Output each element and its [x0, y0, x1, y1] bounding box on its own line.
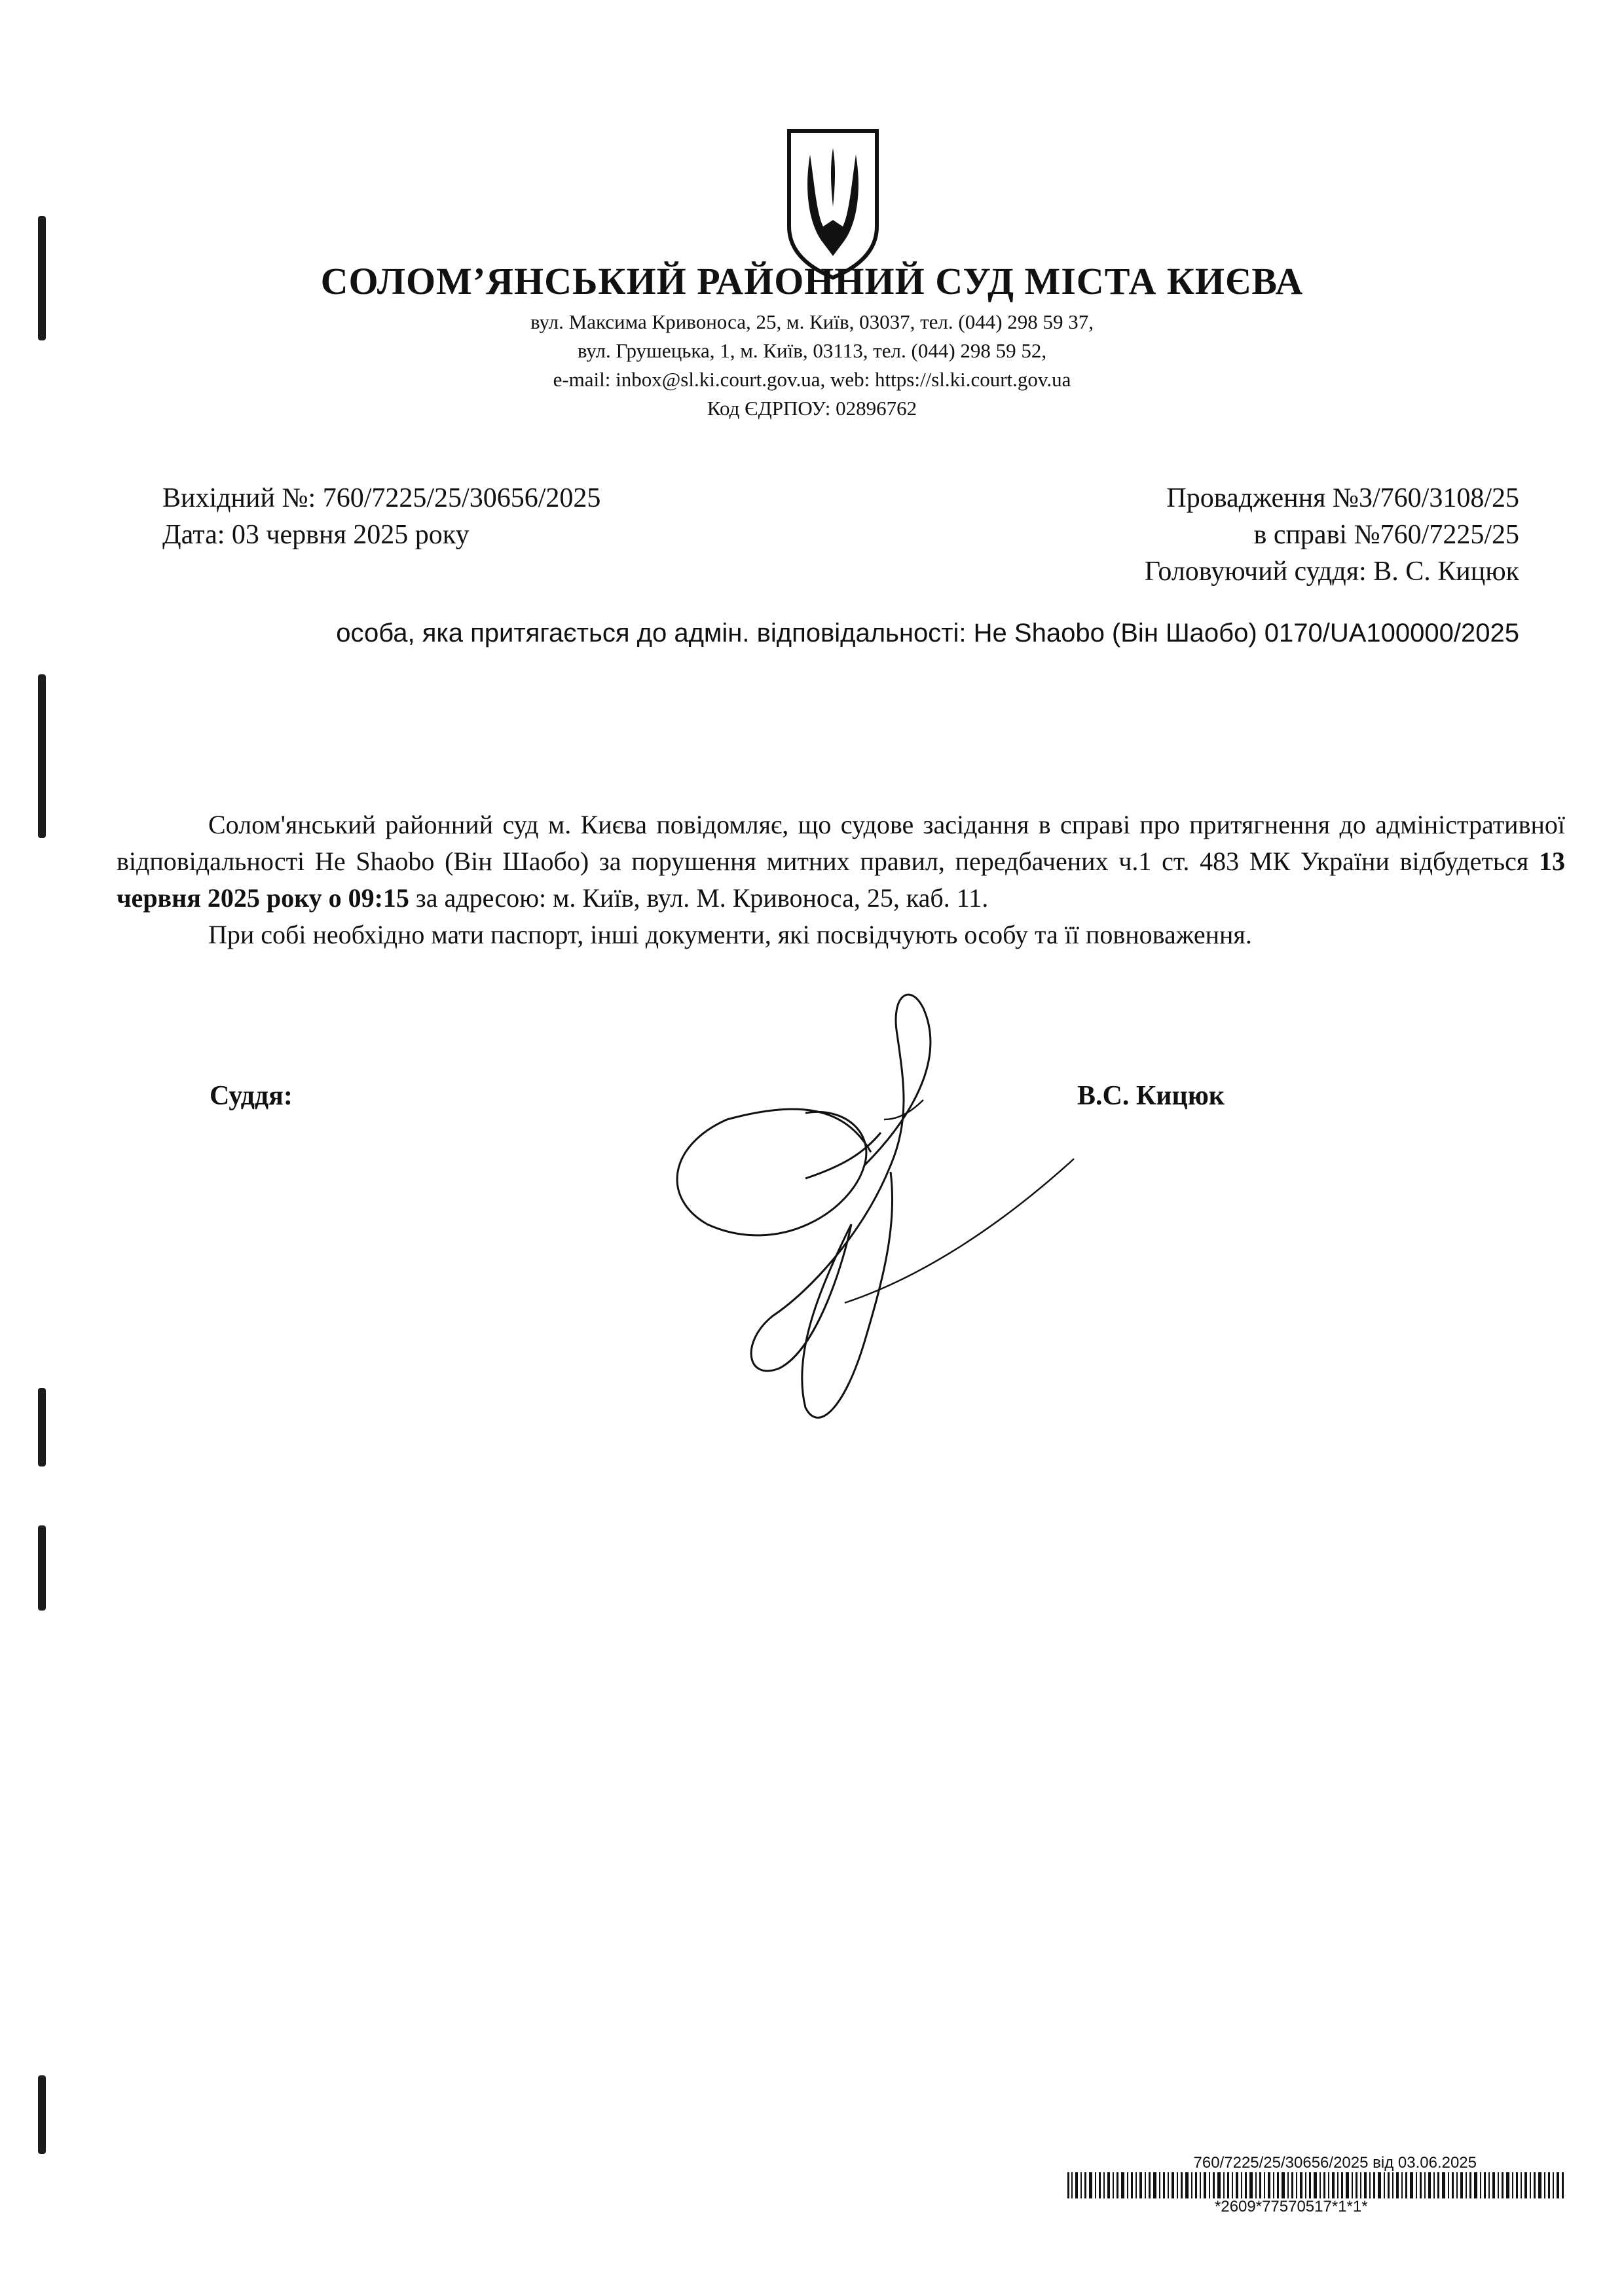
document-date: Дата: 03 червня 2025 року — [162, 520, 470, 550]
barcode — [1067, 2172, 1565, 2198]
judge-name: В.С. Кицюк — [1077, 1081, 1225, 1111]
notice-paragraph-1 — [117, 807, 1565, 917]
outgoing-number: Вихідний №: 760/7225/25/30656/2025 — [162, 483, 601, 513]
scan-edge-mark — [38, 1525, 46, 1611]
scan-edge-mark — [38, 674, 46, 838]
case-number: в справі №760/7225/25 — [1253, 520, 1519, 550]
court-name: СОЛОМ’ЯНСЬКИЙ РАЙОННИЙ СУД МІСТА КИЄВА — [320, 260, 1304, 302]
barcode-number: *2609*77570517*1*1* — [1215, 2198, 1368, 2215]
proceeding-number: Провадження №3/760/3108/25 — [1166, 483, 1519, 513]
contact-line: e-mail: inbox@sl.ki.court.gov.ua, web: https://sl.ki.court.gov.ua — [553, 368, 1071, 391]
coat-of-arms-emblem — [784, 128, 882, 280]
hearing-datetime: 13 червня 2025 року о 09:15 — [117, 847, 1565, 913]
address-line-2: вул. Грушецька, 1, м. Київ, 03113, тел. (044) 298 59 52, — [577, 339, 1047, 362]
notice-paragraph-2: При собі необхідно мати паспорт, інші документи, які посвідчують особу та її повноваження. — [208, 920, 1252, 949]
person-line: особа, яка притягається до адмін. відповідальності: He Shaobo (Він Шаобо) 0170/UA100000/2025 — [336, 619, 1519, 647]
notice-body — [117, 807, 1565, 953]
address-line-1: вул. Максима Кривоноса, 25, м. Київ, 03037, тел. (044) 298 59 37, — [530, 310, 1094, 333]
notice-text-start: Солом'янський районний суд м. Києва повідомляє, що судове засідання в справі про притягнення до адміністративної відповідальності He Shaobo (Він Шаобо) за порушення митних правил, передбачених ч.1 ст. 483 МК України відбудеться — [117, 810, 1565, 876]
presiding-judge: Головуючий суддя: В. С. Кицюк — [1144, 556, 1519, 587]
scan-edge-mark — [38, 2075, 46, 2154]
edrpou-code: Код ЄДРПОУ: 02896762 — [707, 397, 917, 420]
judge-label: Суддя: — [210, 1081, 293, 1111]
scan-edge-mark — [38, 1388, 46, 1467]
notice-text-end: за адресою: м. Київ, вул. М. Кривоноса, 25, каб. 11. — [409, 883, 989, 913]
registration-number: 760/7225/25/30656/2025 від 03.06.2025 — [1193, 2154, 1477, 2172]
handwritten-signature — [648, 949, 1107, 1453]
